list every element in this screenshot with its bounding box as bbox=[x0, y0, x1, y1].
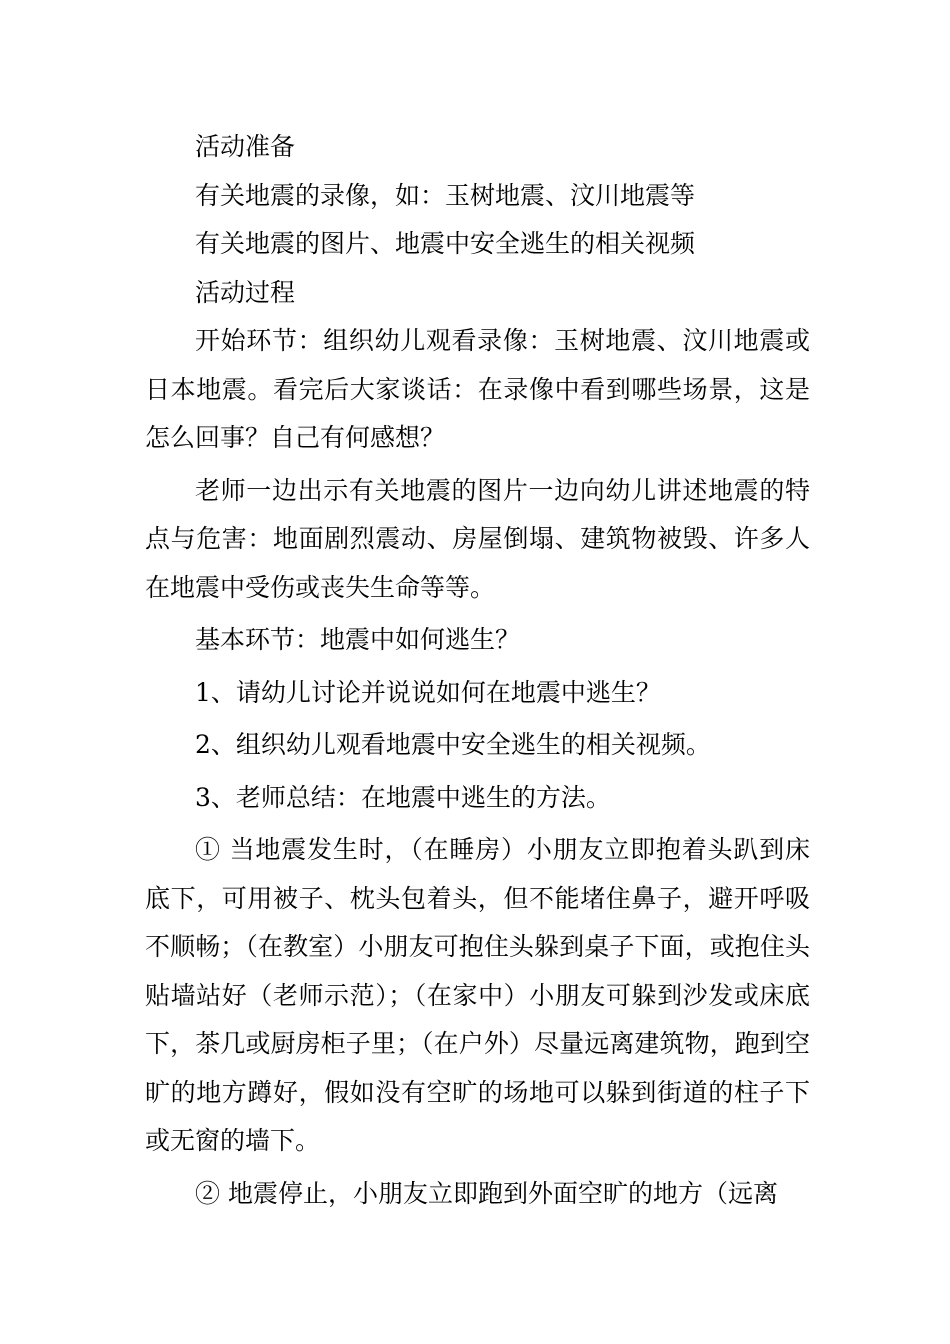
list-item-1: 1、请幼儿讨论并说说如何在地震中逃生？ bbox=[195, 677, 661, 707]
paragraph-method-2: ② 地震停止，小朋友立即跑到外面空旷的地方（远离 bbox=[195, 1178, 778, 1208]
heading-activity-process: 活动过程 bbox=[195, 277, 296, 307]
paragraph-picture-materials: 有关地震的图片、地震中安全逃生的相关视频 bbox=[195, 229, 696, 258]
list-item-2: 2、组织幼儿观看地震中安全逃生的相关视频。 bbox=[195, 730, 711, 759]
heading-activity-preparation: 活动准备 bbox=[195, 132, 296, 161]
paragraph-method-1: ① 当地震发生时，（在睡房）小朋友立即抱着头趴到床底下，可用被子、枕头包着头，但不能堵住鼻子，避开呼吸不顺畅；（在教室）小朋友可抱住头躲到桌子下面，或抱住头贴墙站好（老师示范）；（在家中）小朋友可躲到沙发或床底下，茶几或厨房柜子里；（在户外）尽量远离建筑物，跑到空旷的地方蹲好，假如没有空旷的场地可以躲到街道的柱子下或无窗的墙下。 bbox=[145, 835, 810, 1155]
paragraph-opening-stage: 开始环节：组织幼儿观看录像：玉树地震、汶川地震或日本地震。看完后大家谈话：在录像中看到哪些场景，这是怎么回事？自己有何感想？ bbox=[145, 326, 810, 452]
document-body bbox=[145, 123, 810, 1222]
paragraph-basic-stage: 基本环节：地震中如何逃生？ bbox=[195, 625, 521, 654]
list-item-3: 3、老师总结：在地震中逃生的方法。 bbox=[195, 782, 611, 812]
paragraph-teacher-explains: 老师一边出示有关地震的图片一边向幼儿讲述地震的特点与危害：地面剧烈震动、房屋倒塌、建筑物被毁、许多人在地震中受伤或丧失生命等等。 bbox=[145, 475, 810, 602]
paragraph-video-materials: 有关地震的录像，如：玉树地震、汶川地震等 bbox=[195, 180, 696, 210]
